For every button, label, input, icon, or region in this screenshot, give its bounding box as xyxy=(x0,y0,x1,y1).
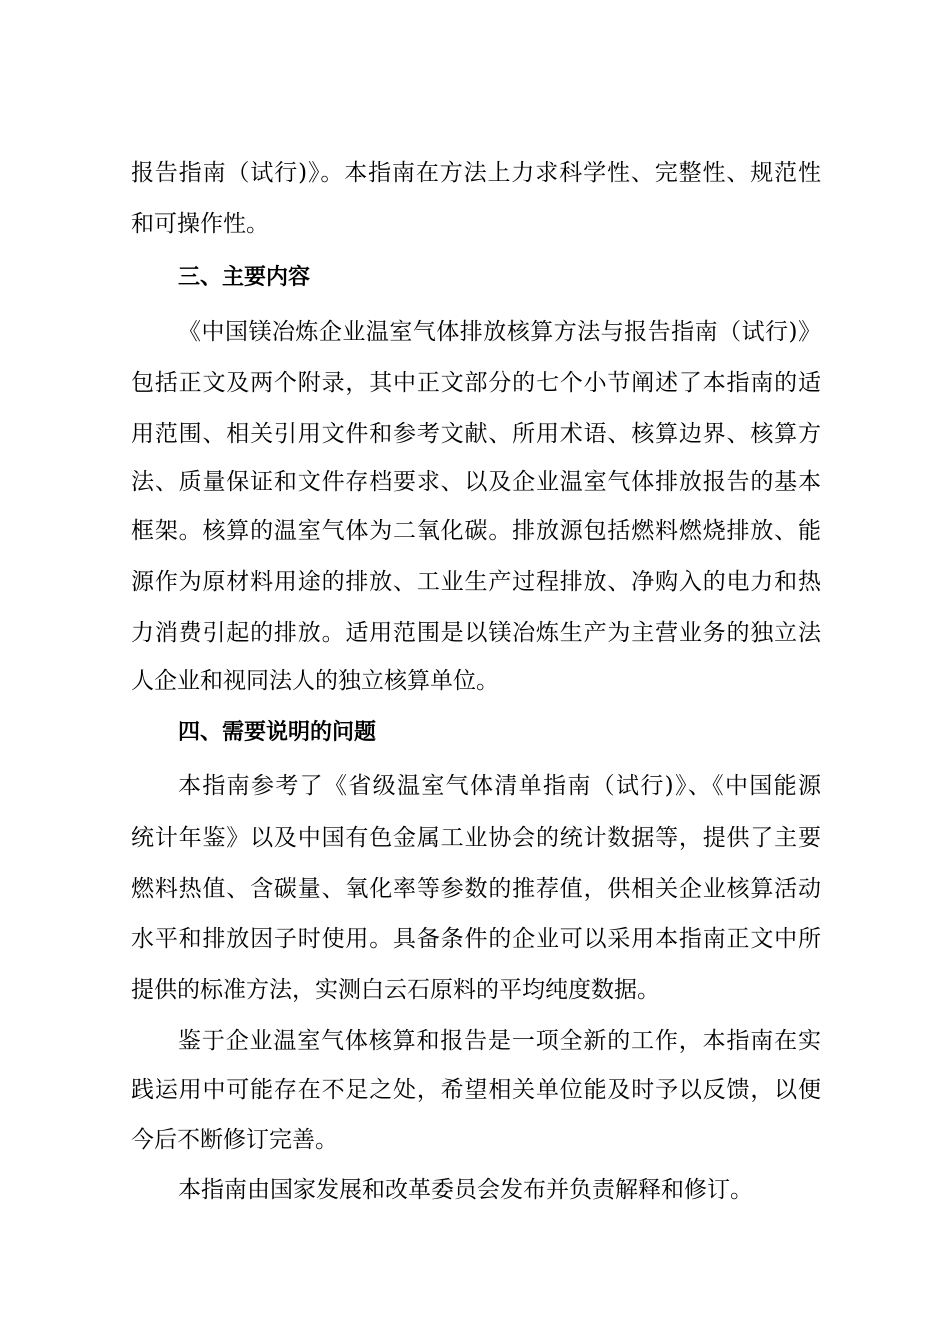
section-3-paragraph-line-3: 用范围、相关引用文件和参考文献、所用术语、核算边界、核算方 xyxy=(131,421,821,447)
section-4-heading: 四、需要说明的问题 xyxy=(178,720,377,745)
section-3-paragraph-line-8: 人企业和视同法人的独立核算单位。 xyxy=(131,668,499,694)
section-4-paragraph-1-line-2: 统计年鉴》以及中国有色金属工业协会的统计数据等，提供了主要 xyxy=(131,825,821,851)
section-4-paragraph-1-line-1: 本指南参考了《省级温室气体清单指南（试行)》、《中国能源 xyxy=(178,773,821,799)
intro-paragraph-line-2: 和可操作性。 xyxy=(131,211,269,237)
section-4-paragraph-2-line-3: 今后不断修订完善。 xyxy=(131,1127,338,1153)
section-3-paragraph-line-7: 力消费引起的排放。适用范围是以镁冶炼生产为主营业务的独立法 xyxy=(131,620,821,646)
section-3-heading: 三、主要内容 xyxy=(178,265,311,290)
section-3-paragraph-line-4: 法、质量保证和文件存档要求、以及企业温室气体排放报告的基本 xyxy=(131,469,821,495)
section-4-paragraph-1-line-3: 燃料热值、含碳量、氧化率等参数的推荐值，供相关企业核算活动 xyxy=(131,876,821,902)
section-3-paragraph-line-5: 框架。核算的温室气体为二氧化碳。排放源包括燃料燃烧排放、能 xyxy=(131,518,821,544)
section-3-paragraph-line-6: 源作为原材料用途的排放、工业生产过程排放、净购入的电力和热 xyxy=(131,569,821,595)
section-4-paragraph-2-line-2: 践运用中可能存在不足之处，希望相关单位能及时予以反馈，以便 xyxy=(131,1077,821,1103)
section-4-paragraph-1-line-4: 水平和排放因子时使用。具备条件的企业可以采用本指南正文中所 xyxy=(131,926,821,952)
section-4-paragraph-3-line-1: 本指南由国家发展和改革委员会发布并负责解释和修订。 xyxy=(178,1177,753,1203)
section-3-paragraph-line-2: 包括正文及两个附录，其中正文部分的七个小节阐述了本指南的适 xyxy=(131,370,821,396)
section-4-paragraph-1-line-5: 提供的标准方法，实测白云石原料的平均纯度数据。 xyxy=(131,977,660,1003)
intro-paragraph-line-1: 报告指南（试行)》。本指南在方法上力求科学性、完整性、规范性 xyxy=(131,160,821,186)
section-4-paragraph-2-line-1: 鉴于企业温室气体核算和报告是一项全新的工作，本指南在实 xyxy=(178,1028,821,1054)
section-3-paragraph-line-1: 《中国镁冶炼企业温室气体排放核算方法与报告指南（试行)》 xyxy=(178,319,821,345)
